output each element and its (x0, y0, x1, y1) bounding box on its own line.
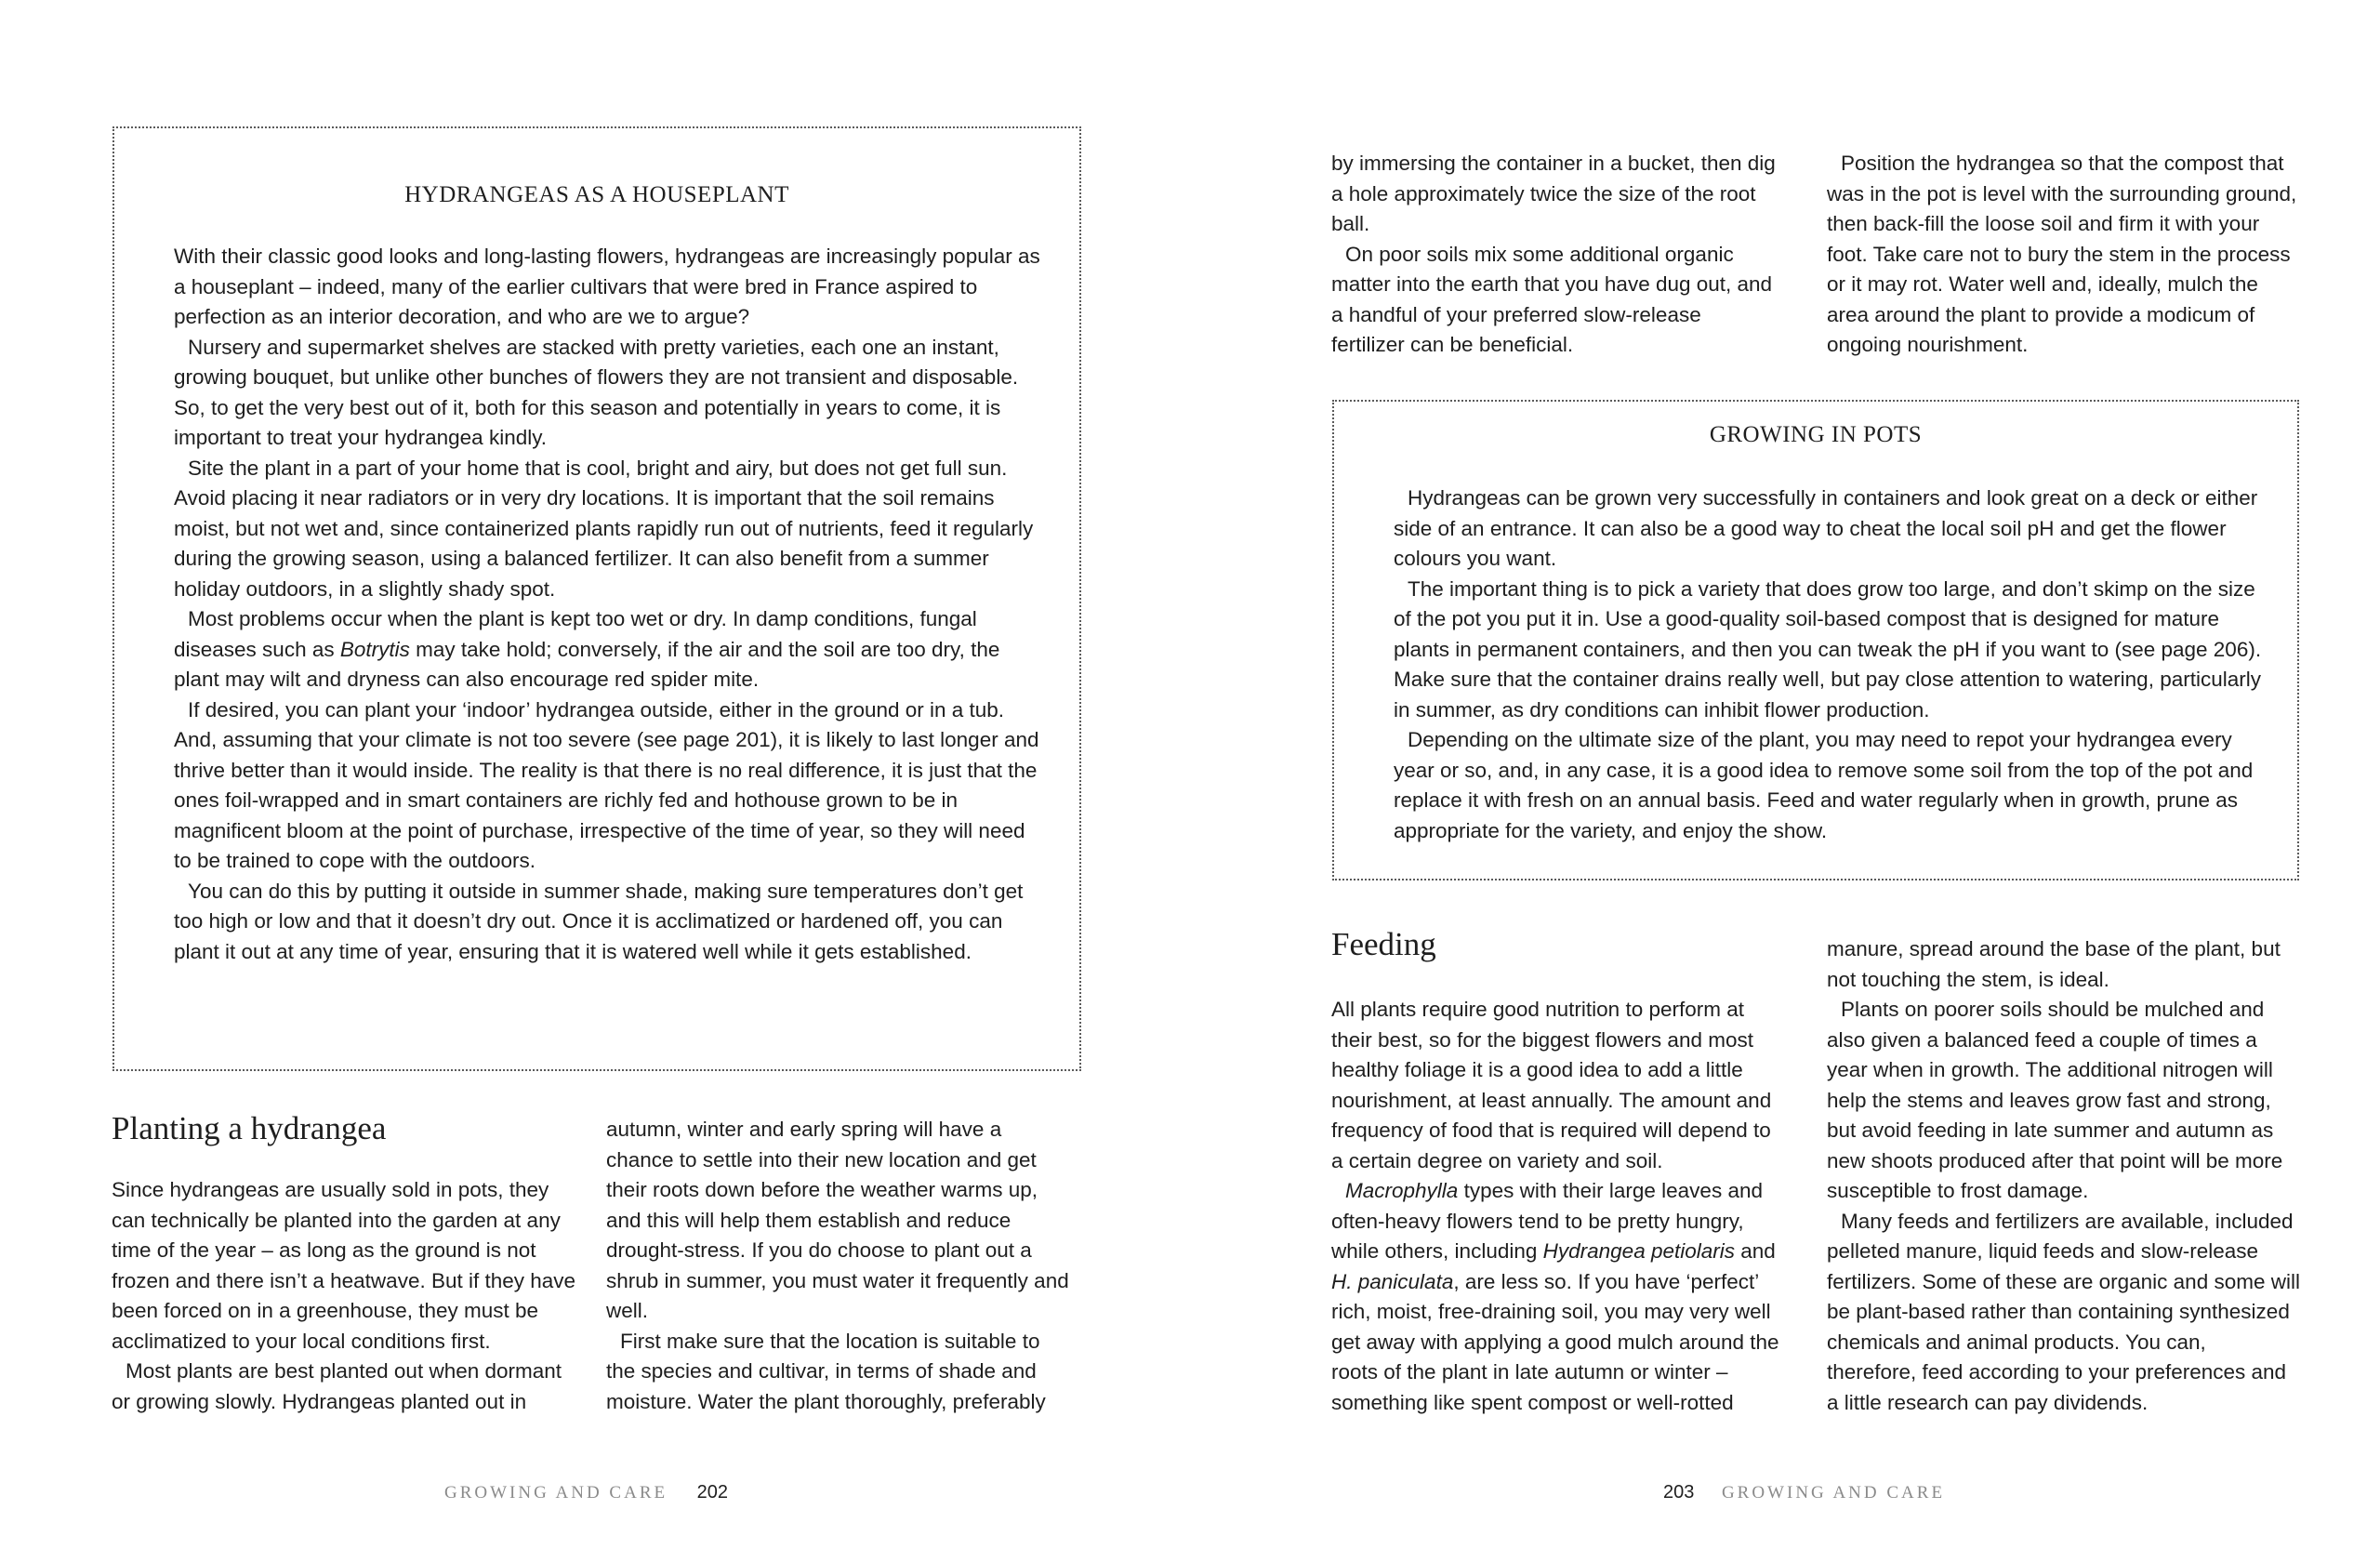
houseplant-sidebar (112, 126, 1081, 1071)
body-paragraph: All plants require good nutrition to perform at their best, so for the biggest flowers and most healthy foliage it is a good idea to add a little nourishment, at least annually. The amount and frequency of food that is required will depend to a certain degree on variety and soil. (1331, 998, 1772, 1172)
text-column (112, 1175, 576, 1417)
sidebar-paragraph: With their classic good looks and long-lasting flowers, hydrangeas are increasingly popular as a houseplant – indeed, many of the earlier cultivars that were bred in France aspired to perfection as an interior decoration, and who are we to argue? (174, 245, 1040, 328)
sidebar-paragraph: Nursery and supermarket shelves are stacked with pretty varieties, each one an instant, growing bouquet, but unlike other bunches of flowers they are not transient and disposable. So, to get the very best out of it, both for this season and potentially in years to come, it is important to treat your hydrangea kindly. (174, 335, 1019, 449)
text-column (1331, 149, 1778, 361)
body-paragraph: Position the hydrangea so that the compost that was in the pot is level with the surrounding ground, then back-fill the loose soil and firm it with your foot. Take care not to bury the stem in the process or it may rot. Water well and, ideally, mulch the area around the plant to provide a modicum of ongoing nourishment. (1827, 152, 2297, 356)
sidebar-paragraph: If desired, you can plant your ‘indoor’ hydrangea outside, either in the ground or in a tub. And, assuming that your climate is not too severe (see page 201), it is likely to last longer and thrive better than it would inside. The reality is that there is no real difference, it is just that the ones foil-wrapped and in smart containers are richly fed and hothouse grown to be in magnificent bloom at the point of purchase, irrespective of the time of year, so they will need to be trained to cope with the outdoors. (174, 697, 1039, 872)
body-paragraph: manure, spread around the base of the plant, but not touching the stem, is ideal. (1827, 937, 2281, 991)
body-paragraph: First make sure that the location is suitable to the species and cultivar, in terms of shade and moisture. Water the plant thoroughly, preferably (606, 1329, 1046, 1413)
sidebar-paragraph: Most problems occur when the plant is kept too wet or dry. In damp conditions, fungal diseases such as Botrytis may take hold; conversely, if the air and the soil are too dry, the plant may wilt and dryness can also encourage red spider mite. (174, 607, 1000, 691)
sidebar-body (174, 242, 1048, 967)
body-paragraph: Many feeds and fertilizers are available, included pelleted manure, liquid feeds and slow-release fertilizers. Some of these are organic and some will be plant-based rather than containing synthesized chemicals and animal products. You can, therefore, feed according to your preferences and a little research can pay dividends. (1827, 1209, 2300, 1414)
pots-sidebar (1332, 400, 2299, 880)
footer-section: GROWING AND CARE (444, 1483, 668, 1503)
sidebar-paragraph: Site the plant in a part of your home that is cool, bright and airy, but does not get full sun. Avoid placing it near radiators or in very dry locations. It is important that the soil remains moist, but not wet and, since containerized plants rapidly run out of nutrients, feed it regularly during the growing season, using a balanced fertilizer. It can also benefit from a summer holiday outdoors, in a slightly shady spot. (174, 456, 1034, 601)
section-heading: Planting a hydrangea (112, 1110, 387, 1146)
right-page (1190, 0, 2380, 1549)
text-column (1827, 149, 2301, 361)
body-paragraph: Plants on poorer soils should be mulched and also given a balanced feed a couple of times a year when in growth. The additional nitrogen will help the stems and leaves grow fast and strong, but avoid feeding in late summer and autumn as new shoots produced after that point will be more susceptible to frost damage. (1827, 998, 2283, 1202)
sidebar-title: GROWING IN POTS (1709, 422, 1923, 447)
text-column (606, 1115, 1071, 1417)
text-column (1331, 995, 1787, 1418)
sidebar-title: HYDRANGEAS AS A HOUSEPLANT (404, 182, 789, 207)
sidebar-paragraph: You can do this by putting it outside in summer shade, making sure temperatures don’t get too high or low and that it doesn’t dry out. Once it is acclimatized or hardened off, you can plant it out at any time of year, ensuring that it is watered well while it gets established. (174, 879, 1024, 963)
body-paragraph: by immersing the container in a bucket, then dig a hole approximately twice the size of the root ball. (1331, 152, 1776, 235)
body-paragraph: Most plants are best planted out when dormant or growing slowly. Hydrangeas planted out in (112, 1359, 562, 1413)
sidebar-paragraph: Depending on the ultimate size of the plant, you may need to repot your hydrangea every year or so, and, in any case, it is a good idea to remove some soil from the top of the pot and replace it with fresh on an annual basis. Feed and water regularly when in growth, prune as appropriate for the variety, and enjoy the show. (1394, 728, 2254, 842)
body-paragraph: Macrophylla types with their large leaves and often-heavy flowers tend to be pretty hungry, while others, including Hydrangea petiolaris and H. paniculata, are less so. If you have ‘perfect’ rich, moist, free-draining soil, you may very well get away with applying a good mulch around the roots of the plant in late autumn or winter – something like spent compost or well-rotted (1331, 1179, 1779, 1414)
page-number: 203 (1663, 1482, 1695, 1503)
sidebar-body (1394, 483, 2277, 846)
footer-section: GROWING AND CARE (1721, 1483, 1946, 1503)
section-heading: Feeding (1331, 926, 1436, 962)
body-paragraph: On poor soils mix some additional organic matter into the earth that you have dug out, and a handful of your preferred slow-release fertilizer can be beneficial. (1331, 242, 1773, 356)
body-paragraph: autumn, winter and early spring will have a chance to settle into their new location and get their roots down before the weather warms up, and this will help them establish and reduce drought-stress. If you do choose to plant out a shrub in summer, you must water it frequently and well. (606, 1118, 1069, 1322)
page-footer (444, 1482, 728, 1503)
body-paragraph: Since hydrangeas are usually sold in pots, they can technically be planted into the garden at any time of the year – as long as the ground is not frozen and there isn’t a heatwave. But if they have been forced on in a greenhouse, they must be acclimatized to your local conditions first. (112, 1178, 576, 1353)
page-number: 202 (696, 1482, 729, 1503)
sidebar-paragraph: The important thing is to pick a variety that does grow too large, and don’t skimp on the size of the pot you put it in. Use a good-quality soil-based compost that is designed for mature plants in permanent containers, and then you can tweak the pH if you want to (see page 206). Make sure that the container drains really well, but pay close attention to watering, particularly in summer, as dry conditions can inhibit flower production. (1394, 576, 2262, 722)
text-column (1827, 934, 2301, 1418)
sidebar-paragraph: Hydrangeas can be grown very successfully in containers and look great on a deck or either side of an entrance. It can also be a good way to cheat the local soil pH and get the flower colours you want. (1394, 486, 2258, 570)
page-footer (1663, 1482, 1945, 1503)
